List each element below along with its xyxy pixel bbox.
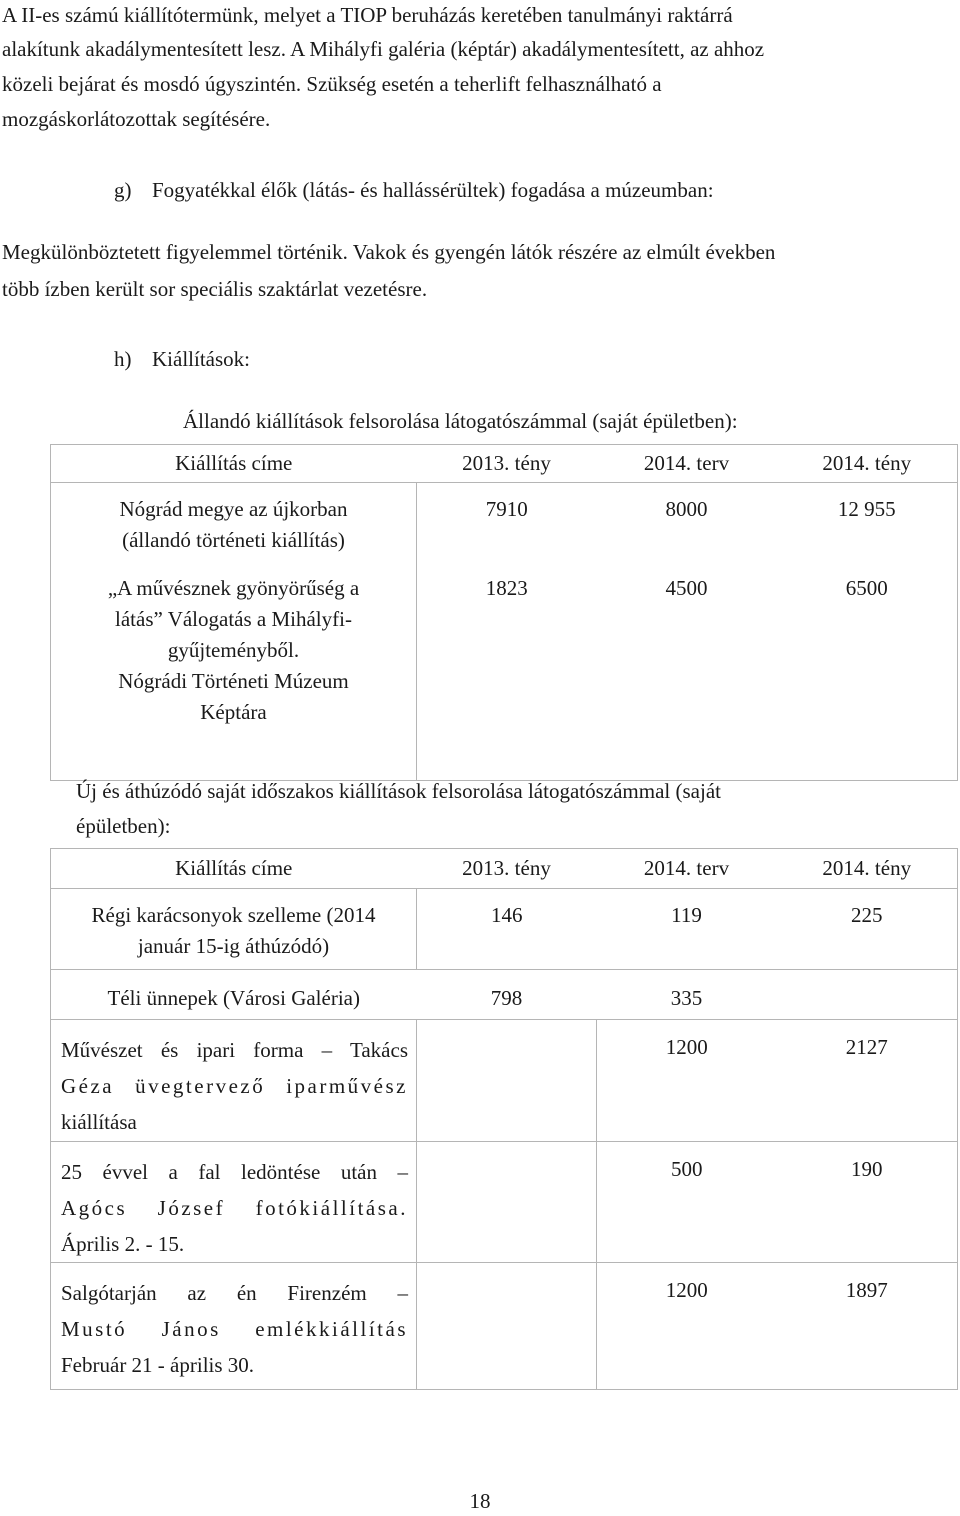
- intro-line: közeli bejárat és mosdó úgyszintén. Szükség esetén a teherlift felhasználható a: [2, 72, 662, 96]
- table-row: [51, 970, 958, 1020]
- value-2014-plan: 8000: [665, 497, 708, 521]
- value-2014-actual: 6500: [845, 575, 888, 600]
- value-2013-actual: 146: [491, 903, 523, 927]
- title-line: látás” Válogatás a Mihályfi-: [115, 606, 352, 631]
- title-line: „A művésznek gyönyörűség a: [107, 575, 360, 600]
- value-2013-actual: 798: [490, 986, 523, 1010]
- exhibition-title: [51, 970, 417, 1020]
- title-line: (állandó történeti kiállítás): [122, 528, 345, 552]
- title-line: gyűjteményből.: [167, 637, 300, 662]
- table-row: [51, 561, 958, 781]
- table-row: [51, 483, 958, 561]
- permanent-table: [50, 444, 958, 781]
- section-g-line: Megkülönböztetett figyelemmel történik. Vakok és gyengén látók részére az elmúlt években: [2, 240, 776, 264]
- section-h-heading: Kiállítások:: [152, 347, 250, 371]
- title-line: Géza üvegtervező iparművész: [61, 1074, 408, 1098]
- header-2013-actual: 2013. tény: [417, 445, 597, 483]
- exhibition-title: [51, 1263, 417, 1390]
- table-row: [51, 1263, 958, 1390]
- intro-line: alakítunk akadálymentesített lesz. A Mihályfi galéria (képtár) akadálymentesített, az ahhoz: [2, 37, 765, 61]
- title-line: Művészet és ipari forma – Takács: [61, 1038, 408, 1062]
- permanent-caption: Állandó kiállítások felsorolása látogatószámmal (saját épületben):: [183, 409, 738, 433]
- title-line: Nógrádi Történeti Múzeum: [118, 668, 349, 693]
- temporary-table: [50, 848, 958, 1390]
- section-g-marker: g): [114, 178, 132, 202]
- exhibition-title: [51, 561, 417, 781]
- value-2014-plan: 4500: [665, 575, 708, 600]
- intro-line: A II-es számú kiállítótermünk, melyet a TIOP beruházás keretében tanulmányi raktárrá: [2, 3, 733, 27]
- header-title: Kiállítás címe: [51, 849, 417, 889]
- value-2014-plan: 1200: [665, 1035, 708, 1059]
- table-row: [51, 889, 958, 970]
- section-g-line: több ízben került sor speciális szaktárlat vezetésre.: [2, 277, 428, 301]
- value-2014-actual: 190: [851, 1157, 883, 1181]
- table-header-row: [51, 445, 958, 483]
- title-line: Február 21 - április 30.: [61, 1353, 255, 1377]
- header-2014-actual: 2014. tény: [777, 445, 958, 483]
- table-row: [51, 1020, 958, 1142]
- header-2013-actual: 2013. tény: [417, 849, 597, 889]
- title-line: Agócs József fotókiállítása.: [61, 1196, 408, 1220]
- title-line: Régi karácsonyok szelleme (2014: [91, 903, 376, 927]
- exhibition-title: [51, 889, 417, 970]
- page-number: 18: [469, 1489, 491, 1513]
- exhibition-title: [51, 1020, 417, 1142]
- value-2014-plan: 1200: [665, 1278, 708, 1302]
- temporary-caption-line: épületben):: [76, 814, 171, 838]
- value-2014-actual: 12 955: [837, 497, 896, 521]
- title-line: Nógrád megye az újkorban: [119, 497, 348, 521]
- value-2013-actual: 7910: [485, 497, 528, 521]
- value-2013-actual: 1823: [485, 575, 528, 600]
- value-2014-plan: 335: [670, 986, 703, 1010]
- header-title: Kiállítás címe: [51, 445, 417, 483]
- exhibition-title: [51, 483, 417, 561]
- title-line: Salgótarján az én Firenzém –: [61, 1281, 408, 1305]
- value-2014-actual: 1897: [845, 1278, 888, 1302]
- intro-line: mozgáskorlátozottak segítésére.: [2, 107, 271, 131]
- exhibition-title: [51, 1142, 417, 1263]
- title-line: január 15-ig áthúzódó): [137, 934, 330, 958]
- title-line: Április 2. - 15.: [61, 1232, 185, 1256]
- table-row: [51, 1142, 958, 1263]
- title-line: Téli ünnepek (Városi Galéria): [107, 986, 360, 1010]
- section-h-marker: h): [114, 347, 132, 371]
- header-2014-plan: 2014. terv: [597, 445, 777, 483]
- header-2014-actual: 2014. tény: [777, 849, 958, 889]
- title-line: 25 évvel a fal ledöntése után –: [61, 1160, 408, 1184]
- value-2014-plan: 500: [671, 1157, 703, 1181]
- value-2014-actual: 225: [851, 903, 883, 927]
- section-g-heading: Fogyatékkal élők (látás- és hallássérültek) fogadása a múzeumban:: [152, 178, 714, 202]
- value-2014-actual: 2127: [845, 1035, 888, 1059]
- title-line: Mustó János emlékkiállítás: [61, 1317, 408, 1341]
- temporary-caption-line: Új és áthúzódó saját időszakos kiállítások felsorolása látogatószámmal (saját: [76, 779, 721, 803]
- value-2014-plan: 119: [671, 903, 702, 927]
- header-2014-plan: 2014. terv: [597, 849, 777, 889]
- table-header-row: [51, 849, 958, 889]
- title-line: Képtára: [200, 699, 267, 724]
- title-line: kiállítása: [61, 1110, 137, 1134]
